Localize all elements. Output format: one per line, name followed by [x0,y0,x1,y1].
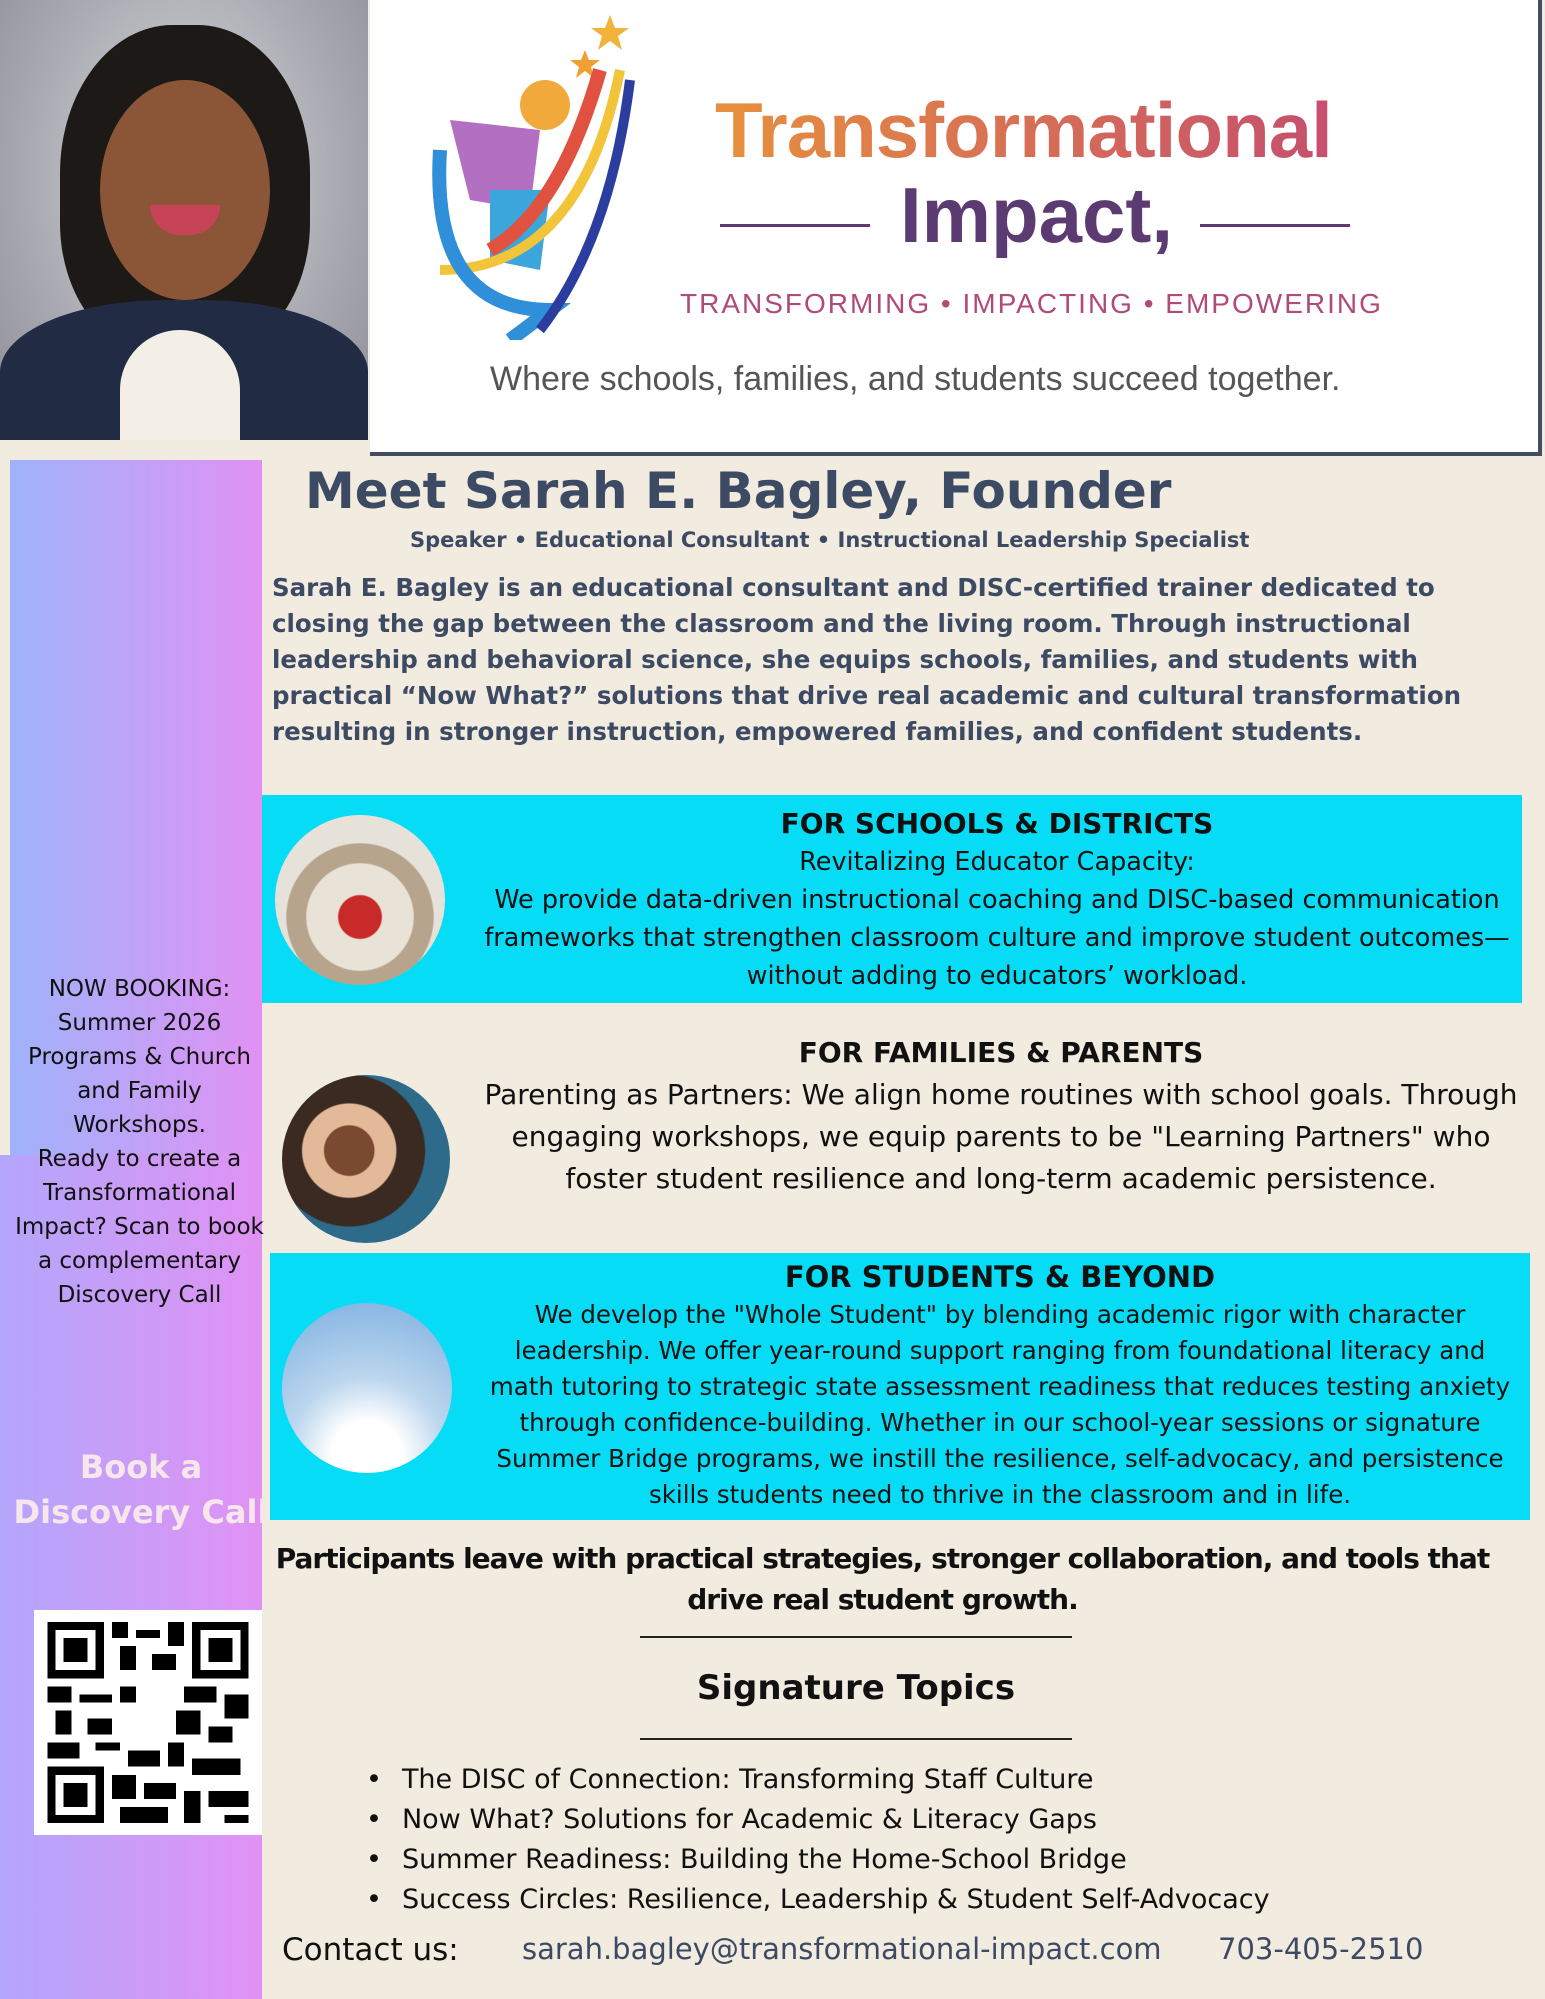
graduation-caps-image [282,1303,452,1473]
divider [720,224,870,227]
list-item: • Now What? Solutions for Academic & Literacy Gaps [370,1800,1270,1840]
signature-topics-list [370,1760,1270,1920]
list-item: • Success Circles: Resilience, Leadership & Student Self-Advocacy [370,1880,1270,1920]
section-subtitle: Revitalizing Educator Capacity: [799,847,1195,877]
section-title: FOR SCHOOLS & DISTRICTS [780,807,1214,840]
book-discovery-call-cta[interactable]: Book a Discovery Call [13,1448,269,1531]
qr-code-icon [46,1622,250,1823]
section-body: We provide data-driven instructional coaching and DISC-based communication frameworks that strengthen classroom culture and improve student outcomes—without adding to educators’ workload. [484,885,1510,991]
school-supplies-image [275,815,445,985]
section-families [262,1030,1530,1250]
page-title: Meet Sarah E. Bagley, Founder [305,462,1172,520]
family-image [282,1075,450,1243]
logo-name-line2: Impact, [900,171,1174,259]
section-title: FOR FAMILIES & PARENTS [798,1036,1204,1069]
booking-line1: NOW BOOKING: Summer 2026 Programs & Church and Family Workshops. [28,976,251,1138]
contact-phone-link[interactable]: 703-405-2510 [1218,1932,1424,1966]
qr-code[interactable] [34,1610,262,1835]
page-subtitle: Speaker • Educational Consultant • Instructional Leadership Specialist [410,528,1250,552]
divider [640,1738,1072,1740]
signature-topics-title: Signature Topics [696,1668,1016,1708]
section-students [270,1253,1530,1520]
logo-motto: Where schools, families, and students succeed together. [490,360,1341,398]
puzzle-person-logo-icon [430,10,660,340]
founder-bio: Sarah E. Bagley is an educational consultant and DISC-certified trainer dedicated to closing the gap between the classroom and the living room. Through instructional leadership and behavioral science, she equips schools, families, and students with practical “Now What?” solutions that drive real academic and cultural transformation resulting in stronger instruction, empowered families, and confident students. [272,573,1462,746]
section-body: We develop the "Whole Student" by blending academic rigor with character leadership. We offer year-round support ranging from foundational literacy and math tutoring to strategic state assessment readiness that reduces testing anxiety through confidence-building. Whether in our school-year sessions or signature Summer Bridge programs, we instill the resilience, self-advocacy, and persistence skills students need to thrive in the classroom and in life. [489,1300,1511,1509]
list-item: • Summer Readiness: Building the Home-School Bridge [370,1840,1270,1880]
divider [640,1636,1072,1638]
participants-statement: Participants leave with practical strategies, stronger collaboration, and tools that drive real student growth. [275,1542,1490,1616]
booking-line2: Ready to create a Transformational Impact? Scan to book a complementary Discovery Call [15,1146,264,1308]
logo-banner [370,0,1542,456]
contact-email-link[interactable]: sarah.bagley@transformational-impact.com [522,1932,1162,1966]
founder-photo [0,0,368,440]
logo-tagline: TRANSFORMING • IMPACTING • EMPOWERING [680,288,1383,319]
contact-label: Contact us: [282,1932,459,1968]
section-schools [262,795,1522,1003]
divider [1200,224,1350,227]
booking-notice [12,972,267,1312]
section-body: Parenting as Partners: We align home routines with school goals. Through engaging workshops, we equip parents to be "Learning Partners" who foster student resilience and long-term academic persistence. [484,1078,1518,1195]
section-title: FOR STUDENTS & BEYOND [784,1260,1216,1294]
logo-name-line1: Transformational [715,86,1332,174]
list-item: • The DISC of Connection: Transforming Staff Culture [370,1760,1270,1800]
